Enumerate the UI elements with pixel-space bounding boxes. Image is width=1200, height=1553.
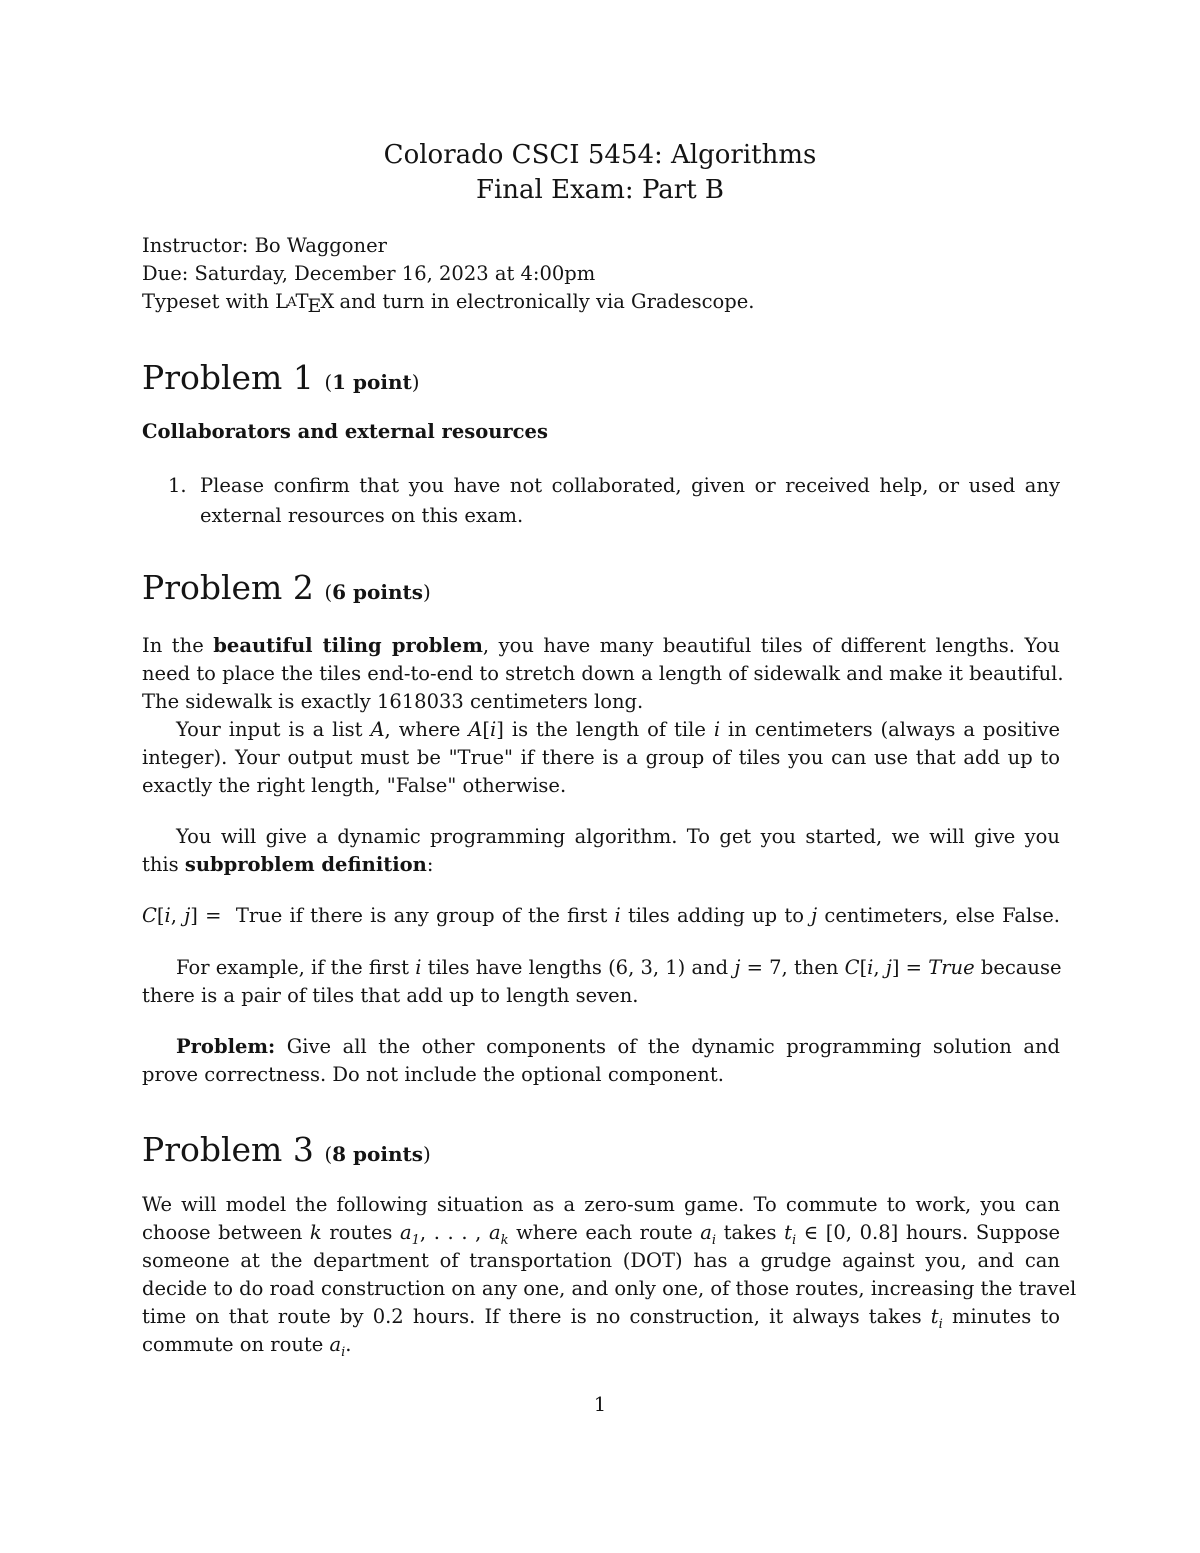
paragraph-line: there is a pair of tiles that add up to length seven. <box>142 984 639 1007</box>
page-number: 1 <box>593 1393 607 1416</box>
paragraph-line: time on that route by 0.2 hours. If there is no construction, it always takes $t_i$ minutes to <box>142 1305 1060 1332</box>
typeset-suffix: and turn in electronically via Gradescope. <box>333 290 755 313</box>
paragraph-line: commute on route $a_i$. <box>142 1333 352 1360</box>
problem-3-title: Problem 3 <box>142 1130 314 1169</box>
paragraph-line: In the beautiful tiling problem, you have many beautiful tiles of different lengths. You <box>142 634 1060 657</box>
term-bold: beautiful tiling problem <box>213 634 483 657</box>
typeset-prefix: Typeset with <box>142 290 276 313</box>
list-item: Please confirm that you have not collaborated, given or received help, or used any external resources on this exam. <box>200 474 1060 527</box>
document-subtitle: Final Exam: Part B <box>475 175 725 205</box>
subproblem-definition: C[i, j] = True if there is any group of the first i tiles adding up to j centimeters, else False. <box>142 904 1060 927</box>
instructor-line: Instructor: Bo Waggoner <box>142 234 387 257</box>
paragraph-line: We will model the following situation as a zero-sum game. To commute to work, you can <box>142 1193 1060 1216</box>
paragraph-line: prove correctness. Do not include the optional component. <box>142 1063 724 1086</box>
typeset-line <box>142 290 755 317</box>
problem-1-subheading: Collaborators and external resources <box>142 420 548 443</box>
paragraph-line: integer). Your output must be "True" if there is a group of tiles you can use that add up to <box>142 746 1060 769</box>
problem-1-heading <box>142 358 420 397</box>
paragraph-line: decide to do road construction on any one, and only one, of those routes, increasing the travel <box>142 1277 1077 1300</box>
problem-1-title: Problem 1 <box>142 358 314 397</box>
problem-2-title: Problem 2 <box>142 568 314 607</box>
paragraph-line: choose between k routes $a_1$, . . . , $a_k$ where each route $a_i$ takes $t_i$ ∈ [0, 0.8] hours. Suppose <box>142 1221 1060 1248</box>
paragraph-line: need to place the tiles end-to-end to stretch down a length of sidewalk and make it beautiful. <box>142 662 1064 685</box>
paragraph-line: someone at the department of transportation (DOT) has a grudge against you, and can <box>142 1249 1060 1272</box>
due-line: Due: Saturday, December 16, 2023 at 4:00pm <box>142 262 596 285</box>
paragraph-line: Your input is a list A, where A[i] is the length of tile i in centimeters (always a positive <box>176 718 1060 741</box>
problem-3-points: (8 points) <box>324 1142 431 1166</box>
problem-2-points: (6 points) <box>324 580 431 604</box>
problem-1-points: (1 point) <box>324 370 420 394</box>
problem-2-heading <box>142 568 431 607</box>
document-title: Colorado CSCI 5454: Algorithms <box>383 140 817 170</box>
problem-3-heading <box>142 1130 431 1169</box>
paragraph-line: this subproblem definition: <box>142 853 434 876</box>
paragraph-line: The sidewalk is exactly 1618033 centimeters long. <box>142 690 644 713</box>
paragraph-line: exactly the right length, "False" otherwise. <box>142 774 567 797</box>
paragraph-line: You will give a dynamic programming algorithm. To get you started, we will give you <box>176 825 1060 848</box>
list-item-number: 1. <box>168 474 187 497</box>
paragraph-line: Problem: Give all the other components of the dynamic programming solution and <box>176 1035 1060 1058</box>
paragraph-line: For example, if the first i tiles have lengths (6, 3, 1) and j = 7, then C[i, j] = True because <box>176 956 1062 979</box>
latex-logo: $L^AT_EX$ <box>275 290 334 317</box>
